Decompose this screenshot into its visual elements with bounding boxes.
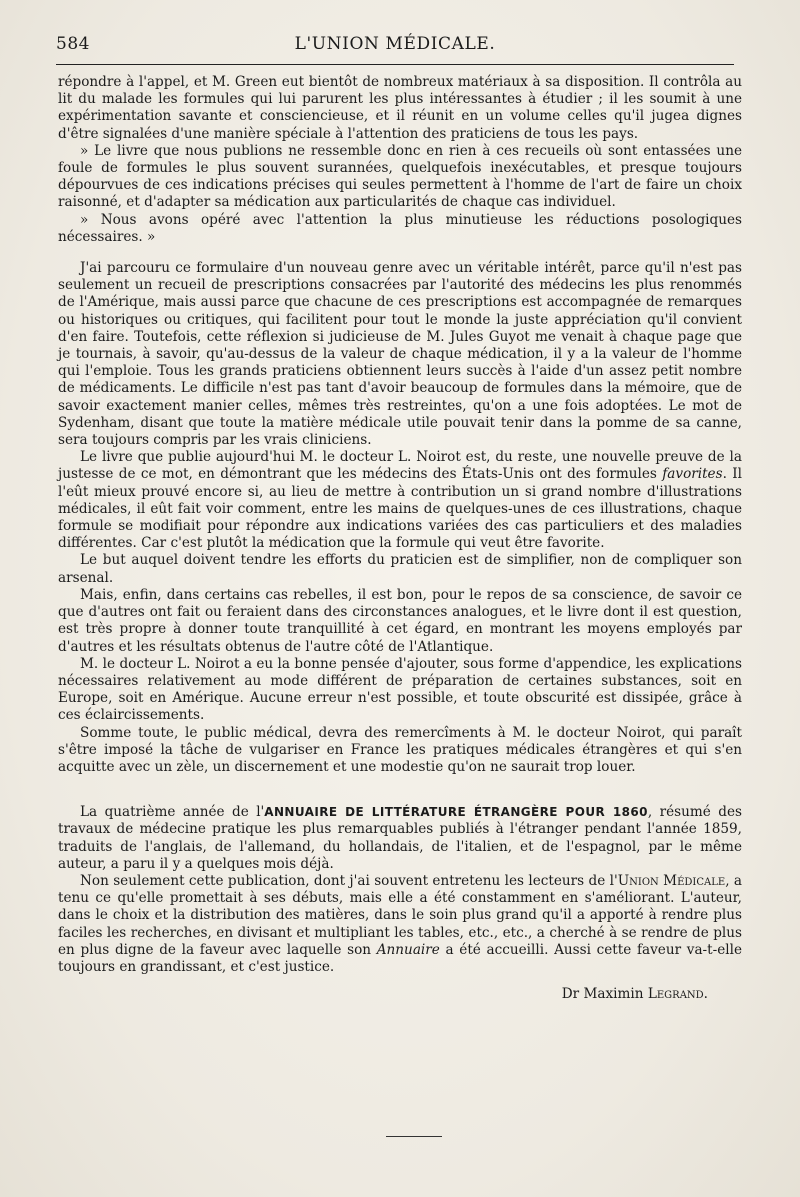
page-number: 584 <box>56 34 90 54</box>
paragraph-annuaire <box>58 804 742 873</box>
favorites-text-before: Le livre que publie aujourd'hui M. le docteur L. Noirot est, du reste, une nouvelle preuve de la justesse de ce mot, en démontrant que les médecins des États-Unis ont des formules <box>58 449 742 483</box>
publication-text-after: a été accueilli. Aussi cette faveur va-t-elle toujours en grandissant, et c'est justice. <box>58 941 742 975</box>
publication-text-middle: , a tenu ce qu'elle promettait à ses débuts, mais elle a été constamment en s'améliorant. L'auteur, dans le choix et la distribution des matières, dans le soin plus grand qu'il a apporté à rendre plus faciles les recherches, en divisant et multipliant les tables, etc., etc., a cherché à se rendre de plus en plus digne de la faveur avec laquelle son <box>58 872 742 958</box>
annuaire-text-after: , résumé des travaux de médecine pratique les plus remarquables publiés à l'étranger pendant l'année 1859, traduits de l'anglais, de l'allemand, du hollandais, de l'italien, et de l'espagnol, par le même auteur, a paru il y a quelques mois déjà. <box>58 804 742 872</box>
page-header <box>56 28 734 60</box>
publication-text-before: Non seulement cette publication, dont j'ai souvent entretenu les lecteurs de l' <box>80 872 618 889</box>
paragraph-quote-reductions: » Nous avons opéré avec l'attention la plus minutieuse les réductions posologiques nécessaires. » <box>58 211 742 245</box>
paragraph-quote-livre: » Le livre que nous publions ne ressemble donc en rien à ces recueils où sont entassées une foule de formules le plus souvent surannées, quelquefois inexécutables, et presque toujours dépourvues de ces indications précises qui seules permettent à l'homme de l'art de faire un choix raisonné, et d'adapter sa médication aux particularités de chaque cas individuel. <box>58 142 742 211</box>
favorites-text-after: . Il l'eût mieux prouvé encore si, au lieu de mettre à contribution un si grand nombre d'illustrations médicales, il eût fait voir comment, entre les mains de quelques-unes de ces illustrations, chaque formule se modifiait pour répondre aux indications variées des cas particuliers et des maladies différentes. Car c'est plutôt la médication que la formule qui veut être favorite. <box>58 466 742 552</box>
union-medicale-name: Union Médicale <box>617 872 726 889</box>
annuaire-italic: Annuaire <box>376 941 440 958</box>
paragraph-publication <box>58 873 742 976</box>
signature-last-name: Legrand. <box>647 986 708 1003</box>
paragraph-cas-rebelles: Mais, enfin, dans certains cas rebelles, il est bon, pour le repos de sa conscience, de savoir ce que d'autres ont fait ou feraient dans des circonstances analogues, et le livre dont il est question, est très propre à donner toute tranquillité à cet égard, en montrant les moyens employés par d'autres et les résultats obtenus de l'autre côté de l'Atlantique. <box>58 586 742 655</box>
annuaire-title: ANNUAIRE DE LITTÉRATURE ÉTRANGÈRE POUR 1860 <box>264 805 648 820</box>
paragraph-appendice: M. le docteur L. Noirot a eu la bonne pensée d'ajouter, sous forme d'appendice, les explications nécessaires relativement au mode différent de préparation de certaines substances, soit en Europe, soit en Amérique. Aucune erreur n'est possible, et toute obscurité est dissipée, grâce à ces éclaircissements. <box>58 655 742 724</box>
paragraph-continuation: répondre à l'appel, et M. Green eut bientôt de nombreux matériaux à sa disposition. Il contrôla au lit du malade les formules qui lui parurent les plus intéressantes à étudier ; il les soumit à une expérimentation savante et consciencieuse, et il réunit en un volume celles qu'il jugea dignes d'être signalées d'une manière spéciale à l'attention des praticiens de tous les pays. <box>58 74 742 142</box>
footer-rule <box>386 1136 442 1137</box>
running-title: L'UNION MÉDICALE. <box>294 34 496 54</box>
paragraph-formulaire: J'ai parcouru ce formulaire d'un nouveau genre avec un véritable intérêt, parce qu'il n'est pas seulement un recueil de prescriptions consacrées par l'autorité des médecins les plus renommés de l'Amérique, mais aussi parce que chacune de ces prescriptions est accompagnée de remarques ou historiques ou critiques, qui facilitent pour tout le monde la juste appréciation qu'il convient d'en faire. Toutefois, cette réflexion si judicieuse de M. Jules Guyot me venait à chaque page que je tournais, à savoir, qu'au-dessus de la valeur de chaque médication, il y a la valeur de l'homme qui l'emploie. Tous les grands praticiens obtiennent leurs succès à l'aide d'un assez petit nombre de médicaments. Le difficile n'est pas tant d'avoir beaucoup de formules dans la mémoire, que de savoir exactement manier celles, mêmes très restreintes, qu'on a une fois adoptées. Le mot de Sydenham, disant que toute la matière médicale utile pouvait tenir dans la pomme de sa canne, sera toujours compris par les vrais cliniciens. <box>58 260 742 449</box>
annuaire-text-before: La quatrième année de l' <box>80 804 265 821</box>
header-rule <box>56 64 734 65</box>
signature-title: Dr <box>561 986 580 1003</box>
paragraph-favorites <box>58 449 742 552</box>
paragraph-but: Le but auquel doivent tendre les efforts du praticien est de simplifier, non de compliquer son arsenal. <box>58 552 742 586</box>
signature-first-name: Maximin <box>583 986 644 1003</box>
article-body <box>58 74 742 1003</box>
signature <box>58 986 742 1003</box>
favorites-italic: favorites <box>662 466 723 483</box>
paragraph-somme-toute: Somme toute, le public médical, devra des remercîments à M. le docteur Noirot, qui paraît s'être imposé la tâche de vulgariser en France les pratiques médicales étrangères et qui s'en acquitte avec un zèle, un discernement et une modestie qu'on ne saurait trop louer. <box>58 724 742 775</box>
